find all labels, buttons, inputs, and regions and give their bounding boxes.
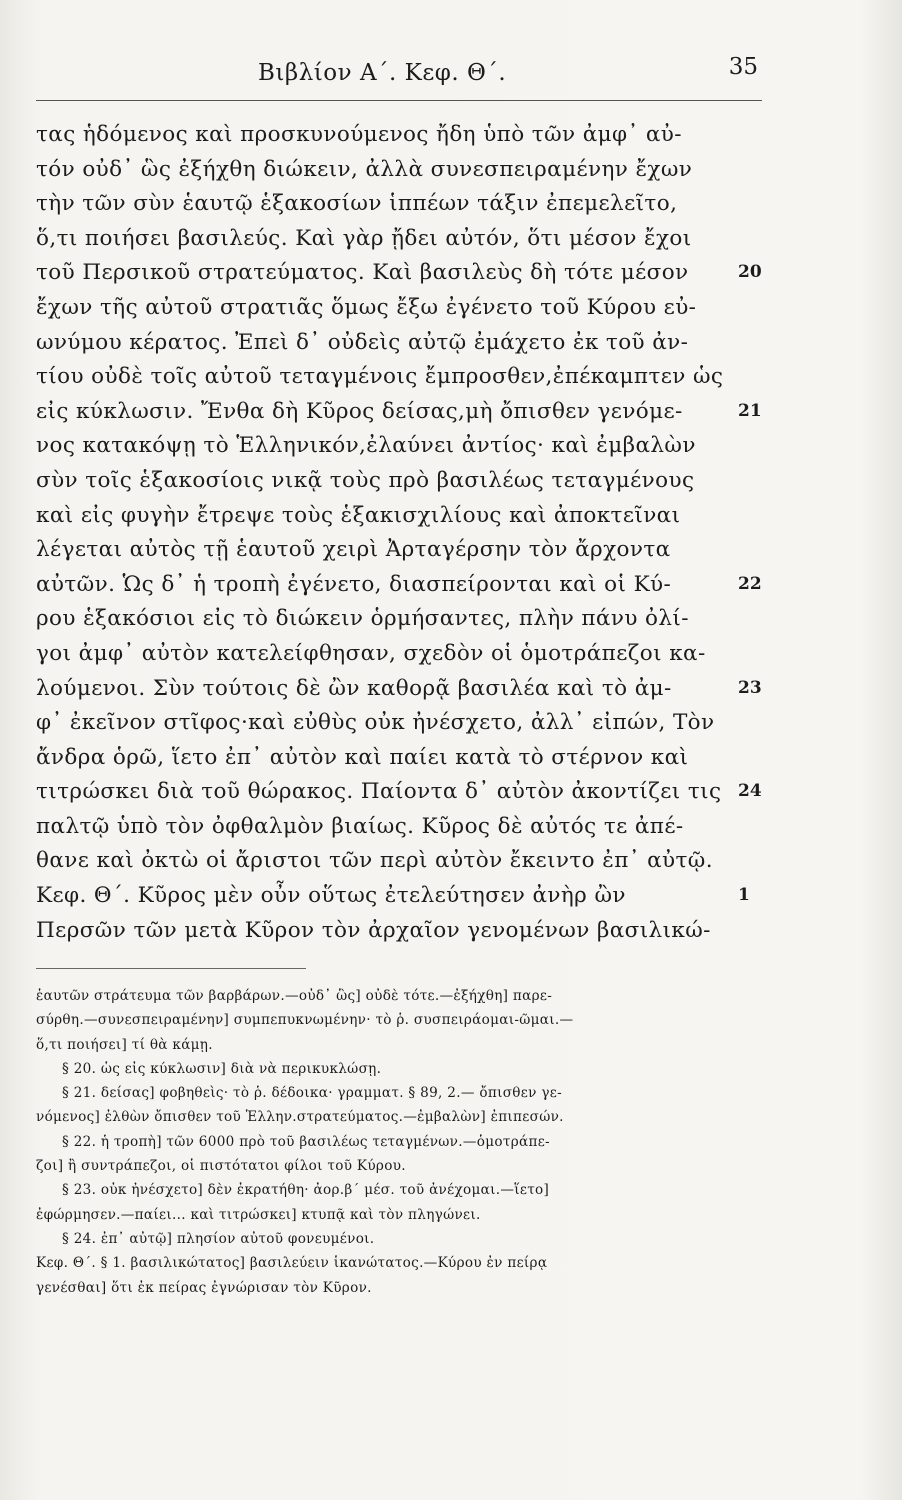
section-number: 22 [738, 573, 762, 594]
text-line: τιτρώσκει διὰ τοῦ θώρακος. Παίοντα δ᾽ αὐτὸν ἀκοντίζει τις [36, 779, 722, 805]
text-line: τίου οὐδὲ τοῖς αὐτοῦ τεταγμένοις ἔμπροσθεν,ἐπέκαμπτεν ὡς [36, 364, 724, 390]
footnote-line: § 21. δείσας] φοβηθεὶς· τὸ ῥ. δέδοικα· γραμματ. § 89, 2.— ὄπισθεν γε- [62, 1085, 562, 1102]
text-line: Περσῶν τῶν μετὰ Κῦρον τὸν ἀρχαῖον γενομένων βασιλικώ- [36, 917, 711, 943]
page-number: 35 [728, 54, 758, 80]
footnote-line: γενέσθαι] ὅτι ἐκ πείρας ἐγνώρισαν τὸν Κῦρον. [36, 1279, 372, 1296]
text-line: καὶ εἰς φυγὴν ἔτρεψε τοὺς ἑξακισχιλίους καὶ ἀποκτεῖναι [36, 502, 681, 528]
section-number: 23 [738, 677, 762, 698]
text-line: τόν οὐδ᾽ ὣς ἐξήχθη διώκειν, ἀλλὰ συνεσπειραμένην ἔχων [36, 156, 693, 182]
section-number: 21 [738, 400, 762, 421]
text-line: σὺν τοῖς ἑξακοσίοις νικᾷ τοὺς πρὸ βασιλέως τεταγμένους [36, 467, 695, 493]
footnotes [36, 984, 776, 1300]
section-number: 1 [738, 885, 750, 906]
footnote-line: ἑαυτῶν στράτευμα τῶν βαρβάρων.—οὐδ᾽ ὣς] οὐδὲ τότε.—ἐξήχθη] παρε- [36, 988, 553, 1004]
text-line: νος κατακόψῃ τὸ Ἑλληνικόν,ἐλαύνει ἀντίος· καὶ ἐμβαλὼν [36, 433, 696, 459]
text-line: τοῦ Περσικοῦ στρατεύματος. Καὶ βασιλεὺς δὴ τότε μέσον [36, 260, 689, 286]
footnote-line: νόμενος] ἐλθὼν ὄπισθεν τοῦ Ἑλλην.στρατεύματος.—ἐμβαλὼν] ἐπιπεσών. [36, 1109, 564, 1126]
text-line: θανε καὶ ὀκτὼ οἱ ἄριστοι τῶν περὶ αὐτὸν ἔκειντο ἐπ᾽ αὐτῷ. [36, 848, 713, 874]
text-line: ὅ,τι ποιήσει βασιλεύς. Καὶ γὰρ ᾔδει αὐτόν, ὅτι μέσον ἔχοι [36, 225, 692, 251]
text-line: λούμενοι. Σὺν τούτοις δὲ ὢν καθορᾷ βασιλέα καὶ τὸ ἀμ- [36, 675, 672, 701]
text-line: ρου ἑξακόσιοι εἰς τὸ διώκειν ὁρμήσαντες, πλὴν πάνυ ὀλί- [36, 606, 689, 632]
header-rule [36, 100, 762, 101]
footnote-line: § 23. οὐκ ἠνέσχετο] δὲν ἐκρατήθη· ἀορ.β΄ μέσ. τοῦ ἀνέχομαι.—ἵετο] [62, 1182, 550, 1199]
text-line: παλτῷ ὑπὸ τὸν ὀφθαλμὸν βιαίως. Κῦρος δὲ αὐτός τε ἀπέ- [36, 813, 684, 839]
page-header [36, 52, 766, 96]
footnote-line: § 20. ὡς εἰς κύκλωσιν] διὰ νὰ περικυκλώσῃ. [62, 1060, 382, 1077]
footnote-line: ζοι] ἢ συντράπεζοι, οἱ πιστότατοι φίλοι τοῦ Κύρου. [36, 1158, 406, 1175]
footnote-rule [36, 968, 306, 969]
section-number: 20 [738, 262, 762, 283]
footnote-line: § 22. ἡ τροπὴ] τῶν 6000 πρὸ τοῦ βασιλέως τεταγμένων.—ὁμοτράπε- [62, 1133, 550, 1150]
text-line: φ᾽ ἐκεῖνον στῖφος·καὶ εὐθὺς οὐκ ἠνέσχετο, ἀλλ᾽ εἰπών, Τὸν [36, 710, 715, 736]
text-line: αὐτῶν. Ὡς δ᾽ ἡ τροπὴ ἐγένετο, διασπείρονται καὶ οἱ Κύ- [36, 571, 672, 597]
text-line: λέγεται αὐτὸς τῇ ἑαυτοῦ χειρὶ Ἀρταγέρσην τὸν ἄρχοντα [36, 537, 671, 563]
footnote-line: ἐφώρμησεν.—παίει... καὶ τιτρώσκει] κτυπᾷ καὶ τὸν πληγώνει. [36, 1206, 481, 1223]
section-number: 24 [738, 781, 762, 802]
text-line: εἰς κύκλωσιν. Ἔνθα δὴ Κῦρος δείσας,μὴ ὄπισθεν γενόμε- [36, 398, 683, 424]
text-line: ἔχων τῆς αὐτοῦ στρατιᾶς ὅμως ἔξω ἐγένετο τοῦ Κύρου εὐ- [36, 294, 697, 320]
text-line: ωνύμου κέρατος. Ἐπεὶ δ᾽ οὐδεὶς αὐτῷ ἐμάχετο ἐκ τοῦ ἀν- [36, 329, 689, 355]
footnote-line: § 24. ἐπ᾽ αὐτῷ] πλησίον αὐτοῦ φονευμένοι. [62, 1230, 375, 1247]
footnote-line: σύρθη.—συνεσπειραμένην] συμπεπυκνωμένην· τὸ ῥ. συσπειράομαι-ῶμαι.— [36, 1012, 574, 1029]
running-title: Βιβλίον Α΄. Κεφ. Θ΄. [258, 60, 507, 86]
text-line: ἄνδρα ὁρῶ, ἵετο ἐπ᾽ αὐτὸν καὶ παίει κατὰ τὸ στέρνον καὶ [36, 744, 689, 770]
footnote-line: Κεφ. Θ΄. § 1. βασιλικώτατος] βασιλεύειν ἱκανώτατος.—Κύρου ἐν πείρᾳ [36, 1255, 548, 1272]
footnote-line: ὅ,τι ποιήσει] τί θὰ κάμῃ. [36, 1036, 213, 1053]
main-text [36, 118, 736, 948]
text-line: γοι ἀμφ᾽ αὐτὸν κατελείφθησαν, σχεδὸν οἱ ὁμοτράπεζοι κα- [36, 640, 706, 666]
text-line: τας ἡδόμενος καὶ προσκυνούμενος ἤδη ὑπὸ τῶν ἀμφ᾽ αὐ- [36, 122, 682, 147]
text-line: τὴν τῶν σὺν ἑαυτῷ ἑξακοσίων ἱππέων τάξιν ἐπεμελεῖτο, [36, 191, 678, 217]
text-line: Κεφ. Θ΄. Κῦρος μὲν οὖν οὕτως ἐτελεύτησεν ἀνὴρ ὢν [36, 883, 626, 909]
